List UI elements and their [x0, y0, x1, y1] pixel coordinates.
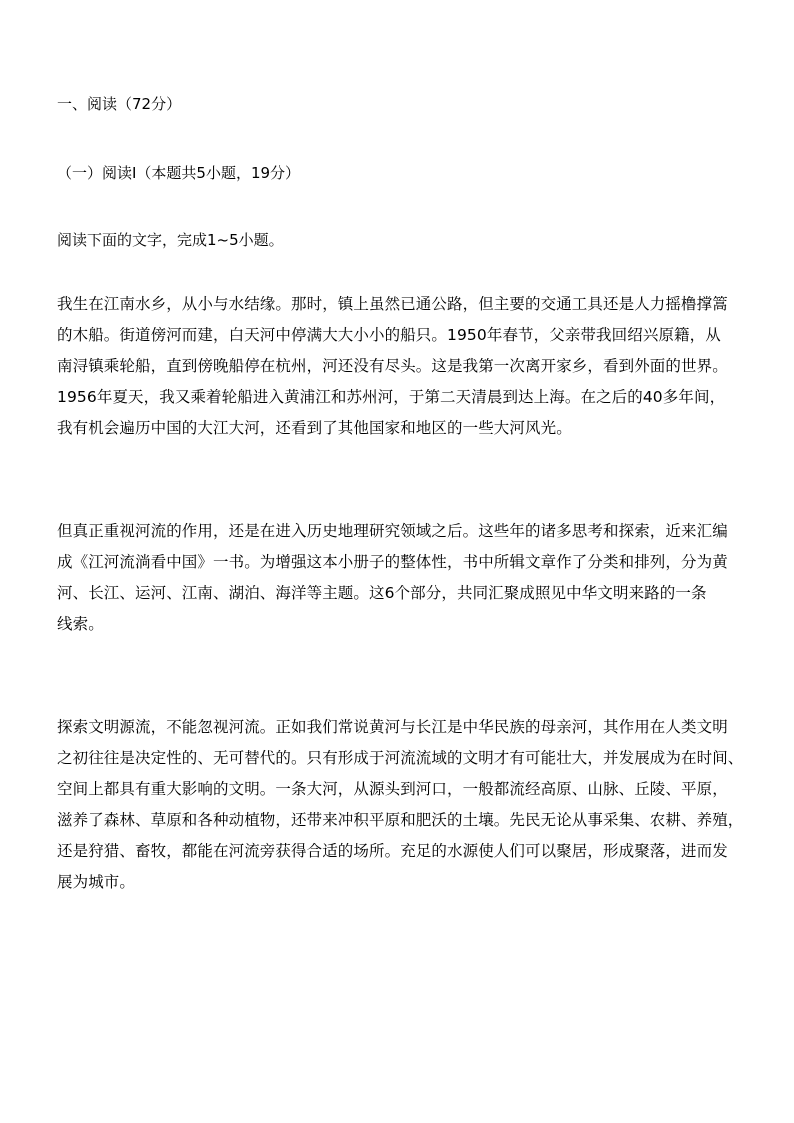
paragraph-line: 1956年夏天，我又乘着轮船进入黄浦江和苏州河，于第二天清晨到达上海。在之后的40多年间， [57, 388, 726, 406]
section-heading: 一、阅读（72分） [57, 95, 182, 113]
paragraph-line: 南浔镇乘轮船，直到傍晚船停在杭州，河还没有尽头。这是我第一次离开家乡，看到外面的世界。 [57, 357, 728, 375]
subsection-heading: （一）阅读I（本题共5小题，19分） [57, 164, 301, 182]
paragraph-line: 空间上都具有重大影响的文明。一条大河，从源头到河口，一般都流经高原、山脉、丘陵、平原， [57, 780, 728, 798]
paragraph-line: 展为城市。 [57, 873, 136, 891]
paragraph-line: 成《江河流淌看中国》一书。为增强这本小册子的整体性，书中所辑文章作了分类和排列，分为黄 [57, 553, 728, 571]
article-paragraph-1 [57, 294, 741, 449]
article-paragraph-2 [57, 521, 741, 645]
paragraph-line: 线索。 [57, 615, 104, 633]
paragraph-line: 但真正重视河流的作用，还是在进入历史地理研究领域之后。这些年的诸多思考和探索，近来汇编 [57, 522, 728, 540]
paragraph-line: 我生在江南水乡，从小与水结缘。那时，镇上虽然已通公路，但主要的交通工具还是人力摇橹撑篙 [57, 295, 728, 313]
paragraph-line: 我有机会遍历中国的大江大河，还看到了其他国家和地区的一些大河风光。 [57, 419, 572, 437]
reading-instruction: 阅读下面的文字，完成1~5小题。 [57, 231, 284, 249]
paragraph-line: 还是狩猎、畜牧，都能在河流旁获得合适的场所。充足的水源使人们可以聚居，形成聚落，进而发 [57, 842, 728, 860]
paragraph-line: 的木船。街道傍河而建，白天河中停满大大小小的船只。1950年春节，父亲带我回绍兴原籍，从 [57, 326, 721, 344]
paragraph-line: 之初往往是决定性的、无可替代的。只有形成于河流流域的文明才有可能壮大，并发展成为在时间、 [57, 749, 744, 767]
article-paragraph-3 [57, 717, 744, 903]
paragraph-line: 滋养了森林、草原和各种动植物，还带来冲积平原和肥沃的土壤。先民无论从事采集、农耕、养殖， [57, 811, 744, 829]
paragraph-line: 探索文明源流，不能忽视河流。正如我们常说黄河与长江是中华民族的母亲河，其作用在人类文明 [57, 718, 728, 736]
paragraph-line: 河、长江、运河、江南、湖泊、海洋等主题。这6个部分，共同汇聚成照见中华文明来路的一条 [57, 584, 707, 602]
